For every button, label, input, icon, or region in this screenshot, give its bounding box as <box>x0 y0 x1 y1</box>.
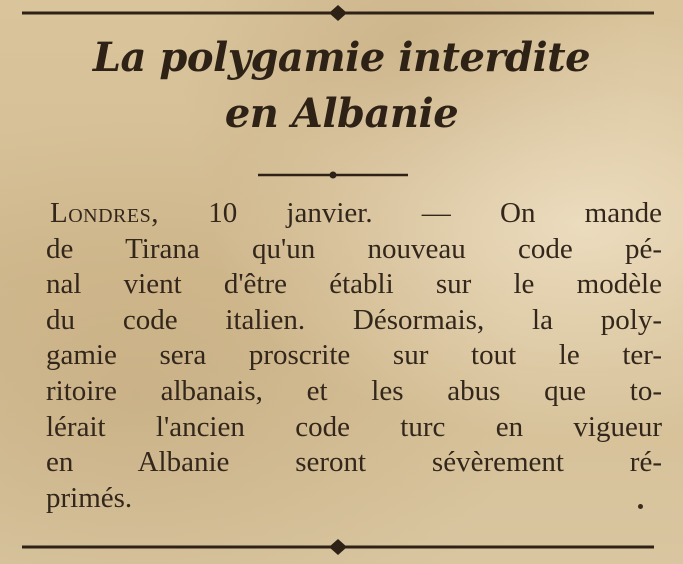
headline-line-2: en Albanie <box>224 90 459 137</box>
article-line-4: du code italien. Désormais, la poly- <box>46 303 662 336</box>
bottom-rule-divider <box>22 538 654 556</box>
ink-speck <box>638 504 643 509</box>
article-line-2: de Tirana qu'un nouveau code pé- <box>46 232 662 265</box>
article-line-1-text: 10 janvier. — On mande <box>158 197 662 229</box>
article-line-3: nal vient d'être établi sur le modèle <box>46 268 662 301</box>
article-line-8: en Albanie seront sévèrement ré- <box>46 446 662 479</box>
article-line-7: lérait l'ancien code turc en vigueur <box>46 410 662 443</box>
headline-line-1: La polygamie interdite <box>92 34 591 81</box>
article-line-6: ritoire albanais, et les abus que to- <box>46 374 662 407</box>
article-line-5: gamie sera proscrite sur tout le ter- <box>46 339 662 372</box>
dateline: Londres, <box>50 197 159 229</box>
article-line-1 <box>50 196 662 232</box>
top-rule-divider <box>22 4 654 22</box>
headline-separator <box>258 166 408 178</box>
article-body <box>46 196 662 516</box>
article-line-9: primés. <box>46 481 133 514</box>
headline <box>0 30 683 142</box>
